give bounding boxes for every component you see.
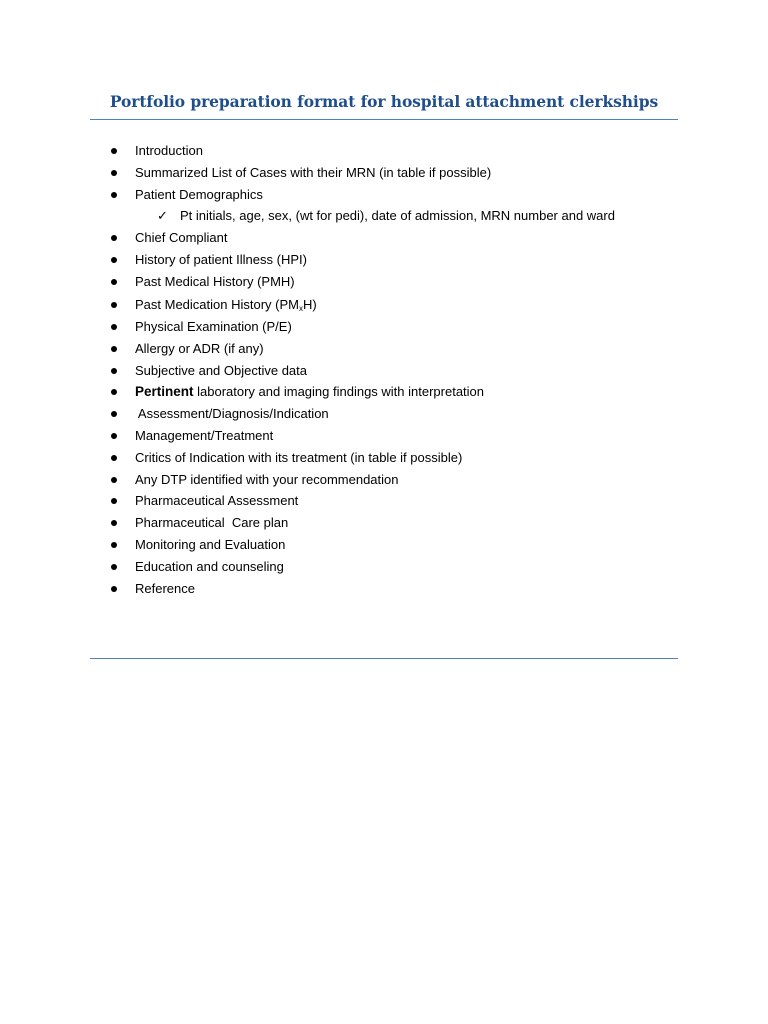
bullet-icon xyxy=(111,346,117,352)
bullet-icon xyxy=(111,235,117,241)
list-item-text: Summarized List of Cases with their MRN (in table if possible) xyxy=(135,164,492,180)
list-item xyxy=(0,403,768,425)
list-item xyxy=(0,249,768,271)
list-item xyxy=(0,338,768,360)
list-item xyxy=(0,556,768,578)
list-item xyxy=(0,140,768,162)
list-item-text: Education and counseling xyxy=(135,558,284,574)
list-item-text: Monitoring and Evaluation xyxy=(135,537,286,553)
bullet-icon xyxy=(111,170,117,176)
portfolio-section-list xyxy=(0,140,768,599)
pmh-suffix: H) xyxy=(303,296,317,312)
list-item-text xyxy=(135,381,484,403)
sub-list-item xyxy=(0,205,768,227)
list-item-text: Introduction xyxy=(135,143,203,158)
list-item xyxy=(0,381,768,403)
list-item-text: Patient Demographics xyxy=(135,186,263,202)
checkmark-icon: ✓ xyxy=(157,208,168,224)
bullet-icon xyxy=(111,455,117,461)
list-item xyxy=(0,534,768,556)
list-item xyxy=(0,360,768,382)
list-item xyxy=(0,490,768,512)
bullet-icon xyxy=(111,302,117,308)
bullet-icon xyxy=(111,498,117,504)
pmh-subscript: x xyxy=(299,303,303,313)
bullet-icon xyxy=(111,257,117,263)
list-item-text: History of patient Illness (HPI) xyxy=(135,251,307,267)
list-item xyxy=(0,162,768,184)
list-item xyxy=(0,227,768,249)
pmh-prefix: Past Medication History (PM xyxy=(135,296,299,312)
title-underline xyxy=(90,119,678,120)
list-item-text: Pt initials, age, sex, (wt for pedi), date of admission, MRN number and ward xyxy=(180,208,615,224)
list-item-text xyxy=(135,293,317,317)
bullet-icon xyxy=(111,586,117,592)
list-item-text: Pharmaceutical Assessment xyxy=(135,493,299,509)
list-item xyxy=(0,271,768,293)
list-item-text: Assessment/Diagnosis/Indication xyxy=(135,406,329,422)
list-item xyxy=(0,184,768,206)
list-item-text: Chief Compliant xyxy=(135,230,228,246)
bottom-divider xyxy=(90,658,678,659)
list-item-text: Subjective and Objective data xyxy=(135,362,307,378)
list-item-text: Critics of Indication with its treatment (in table if possible) xyxy=(135,449,463,465)
bullet-icon xyxy=(111,433,117,439)
document-title: Portfolio preparation format for hospital attachment clerkships xyxy=(109,92,659,111)
list-item xyxy=(0,578,768,600)
bullet-icon xyxy=(111,279,117,285)
list-item-text: Any DTP identified with your recommendation xyxy=(135,471,399,487)
list-item xyxy=(0,425,768,447)
list-item-text: Allergy or ADR (if any) xyxy=(135,340,264,356)
list-item-text: Physical Examination (P/E) xyxy=(135,319,292,335)
bullet-icon xyxy=(111,389,117,395)
bullet-icon xyxy=(111,564,117,570)
pertinent-rest: laboratory and imaging findings with interpretation xyxy=(193,384,485,400)
bullet-icon xyxy=(111,542,117,548)
list-item-text: Pharmaceutical Care plan xyxy=(135,515,289,531)
list-item xyxy=(0,447,768,469)
bullet-icon xyxy=(111,368,117,374)
bullet-icon xyxy=(111,192,117,198)
list-item-text: Past Medical History (PMH) xyxy=(135,273,295,289)
list-item xyxy=(0,293,768,317)
list-item xyxy=(0,469,768,491)
bullet-icon xyxy=(111,148,117,154)
pertinent-bold-word: Pertinent xyxy=(135,384,194,400)
list-item xyxy=(0,512,768,534)
bullet-icon xyxy=(111,477,117,483)
list-item-text: Management/Treatment xyxy=(135,428,274,444)
list-item-text: Reference xyxy=(135,580,195,596)
bullet-icon xyxy=(111,324,117,330)
bullet-icon xyxy=(111,520,117,526)
list-item xyxy=(0,316,768,338)
bullet-icon xyxy=(111,411,117,417)
